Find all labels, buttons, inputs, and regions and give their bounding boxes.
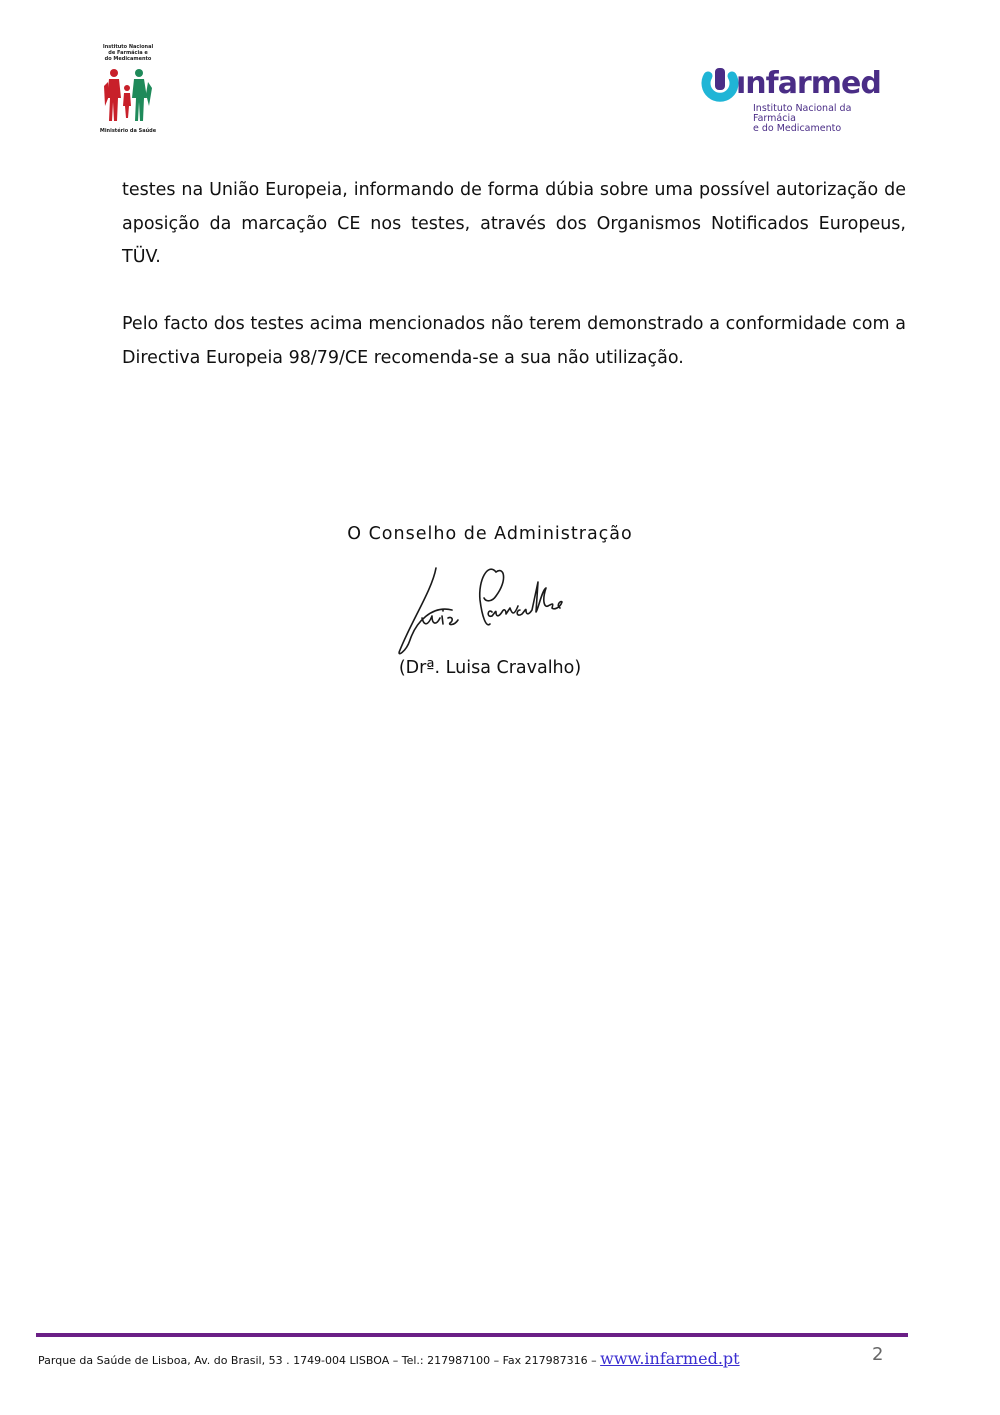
council-title: O Conselho de Administração	[347, 524, 633, 544]
footer-rule	[36, 1333, 908, 1337]
figures-emblem-icon	[101, 66, 155, 126]
left-logo	[95, 44, 161, 136]
website-link[interactable]: www.infarmed.pt	[600, 1349, 740, 1368]
left-logo-org-name: Instituto Nacional de Farmácia e do Medicamento	[102, 44, 154, 62]
left-logo-ministry: Ministério da Saúde	[99, 128, 157, 134]
infarmed-subtitle: Instituto Nacional da Farmácia e do Medicamento	[753, 103, 852, 134]
body-paragraph-2: Pelo facto dos testes acima mencionados não terem demonstrado a conformidade com a Directiva Europeia 98/79/CE recomenda-se a sua não utilização.	[122, 314, 906, 368]
infarmed-logo	[700, 64, 885, 134]
footer-address-text: Parque da Saúde de Lisboa, Av. do Brasil, 53 . 1749-004 LISBOA – Tel.: 217987100 – Fax 217987316 –	[38, 1354, 597, 1367]
infarmed-power-icon	[700, 66, 740, 110]
page-number: 2	[872, 1344, 884, 1365]
handwritten-signature	[392, 560, 592, 660]
body-paragraph-1: testes na União Europeia, informando de forma dúbia sobre uma possível autorização de aposição da marcação CE nos testes, através dos Organismos Notificados Europeus, TÜV.	[122, 180, 906, 267]
infarmed-brand: ınfarmed	[736, 66, 881, 101]
signatory-name: (Drª. Luisa Cravalho)	[398, 658, 582, 678]
footer-address	[38, 1349, 740, 1368]
